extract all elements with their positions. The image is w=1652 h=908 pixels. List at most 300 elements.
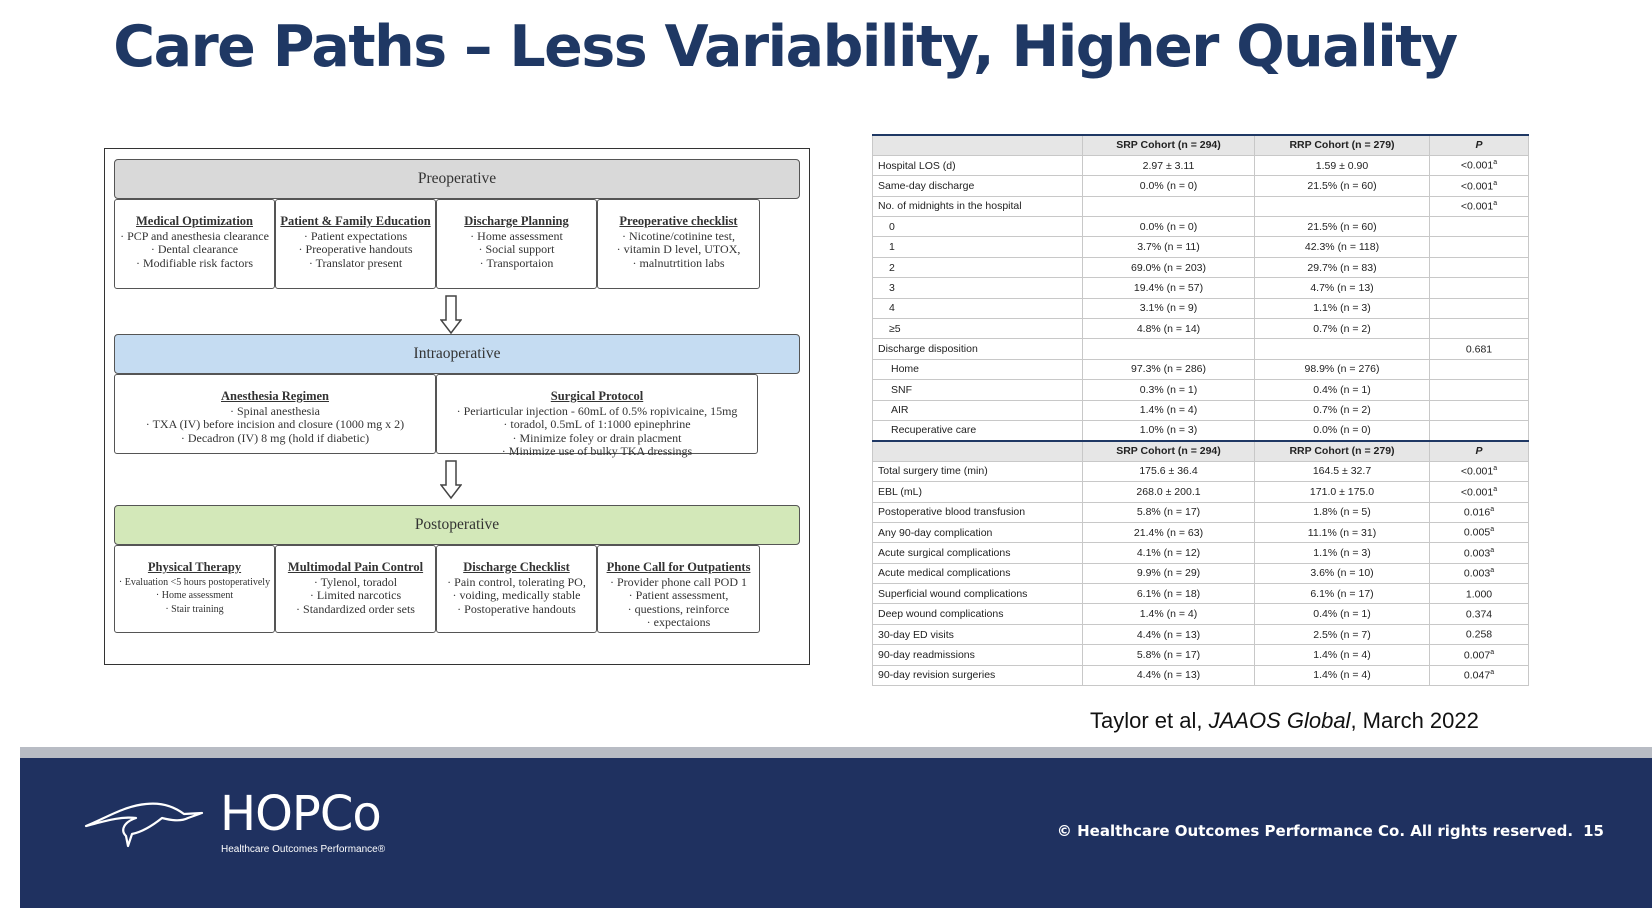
cell-label	[873, 278, 1083, 298]
cell-p-text: <0.001	[1460, 159, 1494, 172]
table-row	[873, 543, 1529, 563]
cell-rrp-text: 6.1% (n = 17)	[1310, 587, 1374, 600]
header-p: P	[1430, 441, 1529, 461]
cell-rrp-text: 1.4% (n = 4)	[1313, 669, 1371, 682]
cell-p	[1430, 543, 1529, 563]
postoperative-box-title: Multimodal Pain Control	[287, 560, 424, 574]
cell-label-text: No. of midnights in the hospital	[878, 200, 1022, 213]
postoperative-box-title: Physical Therapy	[147, 560, 242, 574]
cell-p	[1430, 502, 1529, 522]
cell-srp	[1083, 196, 1255, 216]
cell-srp-text: 3.7% (n = 11)	[1137, 241, 1200, 254]
postoperative-box	[275, 545, 436, 633]
cell-label-text: Recuperative care	[891, 424, 977, 437]
postoperative-box	[597, 545, 760, 633]
intraoperative-box	[114, 374, 436, 454]
intraoperative-box	[436, 374, 758, 458]
cell-p-text: <0.001	[1460, 200, 1494, 213]
cell-label-text: Home	[891, 363, 920, 376]
cell-srp-text: 2.97 ± 3.11	[1142, 159, 1195, 172]
cell-label	[873, 645, 1083, 665]
cell-label-text: 90-day readmissions	[878, 648, 975, 661]
table-row	[873, 319, 1529, 339]
footer	[20, 758, 1652, 908]
copyright-text: © Healthcare Outcomes Performance Co. All rights reserved.	[1056, 822, 1574, 840]
p-footnote-marker: a	[1493, 465, 1498, 473]
down-arrow-icon	[440, 295, 462, 335]
intraoperative-box-item: · Decadron (IV) 8 mg (hold if diabetic)	[115, 432, 435, 446]
preoperative-box-title: Discharge Planning	[464, 214, 569, 228]
preoperative-box	[275, 199, 436, 289]
cell-srp-text: 97.3% (n = 286)	[1130, 363, 1206, 376]
cell-srp-text: 4.1% (n = 12)	[1136, 547, 1201, 559]
preoperative-box-item: · Home assessment	[437, 230, 596, 244]
cell-srp	[1083, 563, 1255, 583]
cell-p	[1430, 237, 1529, 257]
cell-label	[873, 522, 1083, 542]
cell-rrp	[1255, 155, 1430, 175]
preoperative-box	[597, 199, 760, 289]
postoperative-box-item: · Tylenol, toradol	[276, 576, 435, 590]
cell-srp-text: 0.3% (n = 1)	[1139, 383, 1198, 396]
postoperative-box-item: · Postoperative handouts	[437, 603, 596, 617]
cell-label	[873, 257, 1083, 277]
cell-p	[1430, 380, 1529, 400]
cell-rrp-text: 3.6% (n = 10)	[1310, 567, 1374, 580]
cell-rrp	[1255, 319, 1430, 339]
header-p: P	[1430, 135, 1529, 155]
preoperative-box-title: Preoperative checklist	[619, 214, 738, 228]
cell-rrp	[1255, 461, 1430, 481]
cell-p-text: 0.007	[1463, 649, 1491, 662]
cell-rrp	[1255, 400, 1430, 420]
p-footnote-marker: a	[1493, 200, 1498, 208]
care-path-flowchart	[104, 148, 810, 665]
citation-date: , March 2022	[1350, 708, 1479, 733]
postoperative-box-title: Phone Call for Outpatients	[606, 560, 751, 574]
cell-p	[1430, 604, 1529, 624]
p-footnote-marker: a	[1490, 648, 1495, 656]
cell-p	[1430, 522, 1529, 542]
cell-srp-text: 4.4% (n = 13)	[1136, 669, 1201, 682]
cell-srp	[1083, 665, 1255, 685]
cell-p-text: 0.047	[1463, 669, 1491, 682]
cell-rrp	[1255, 359, 1430, 379]
cell-srp-text: 5.8% (n = 17)	[1136, 648, 1201, 661]
preoperative-row	[114, 199, 800, 289]
header-srp: SRP Cohort (n = 294)	[1083, 135, 1255, 155]
cell-srp-text: 6.1% (n = 18)	[1136, 587, 1201, 600]
cell-srp	[1083, 604, 1255, 624]
table-row	[873, 420, 1529, 440]
cell-p	[1430, 400, 1529, 420]
cell-rrp-text: 98.9% (n = 276)	[1304, 363, 1380, 376]
cell-p-text: 0.003	[1463, 567, 1491, 580]
preoperative-box	[114, 199, 275, 289]
cell-p	[1430, 624, 1529, 644]
cell-p	[1430, 584, 1529, 604]
cell-label-text: Total surgery time (min)	[878, 465, 988, 478]
cell-p-text: 0.005	[1463, 526, 1491, 539]
preoperative-box-item: · Modifiable risk factors	[115, 257, 274, 271]
cell-p	[1430, 217, 1529, 237]
cell-srp	[1083, 420, 1255, 440]
cell-label-text: Hospital LOS (d)	[878, 159, 956, 172]
table-row	[873, 522, 1529, 542]
cell-srp	[1083, 584, 1255, 604]
citation-authors: Taylor et al,	[1090, 708, 1209, 733]
cell-srp-text: 9.9% (n = 29)	[1136, 567, 1201, 580]
cell-rrp-text: 2.5% (n = 7)	[1313, 628, 1371, 641]
cell-rrp	[1255, 482, 1430, 502]
cell-p	[1430, 278, 1529, 298]
cell-srp	[1083, 359, 1255, 379]
cell-label	[873, 482, 1083, 502]
preoperative-box-item: · Transportaion	[437, 257, 596, 271]
table-row	[873, 298, 1529, 318]
cell-p	[1430, 176, 1529, 196]
cell-label	[873, 563, 1083, 583]
table-row	[873, 604, 1529, 624]
cell-srp-text: 21.4% (n = 63)	[1133, 526, 1204, 539]
citation	[1090, 708, 1479, 734]
cell-rrp-text: 171.0 ± 175.0	[1309, 485, 1375, 498]
outcomes-table	[872, 134, 1528, 686]
cell-label-text: SNF	[891, 383, 912, 396]
table-row	[873, 502, 1529, 522]
cell-label	[873, 217, 1083, 237]
cell-label	[873, 502, 1083, 522]
cell-label-text: Discharge disposition	[878, 343, 978, 356]
cell-label	[873, 665, 1083, 685]
table-row	[873, 400, 1529, 420]
cell-srp	[1083, 482, 1255, 502]
cell-rrp-text: 4.7% (n = 13)	[1310, 281, 1374, 294]
postoperative-box-item: · questions, reinforce	[598, 603, 759, 617]
cell-p-text: 0.016	[1463, 506, 1491, 519]
cell-srp-text: 1.4% (n = 4)	[1139, 404, 1198, 417]
postoperative-box-item: · Standardized order sets	[276, 603, 435, 617]
cell-p	[1430, 155, 1529, 175]
cell-label	[873, 380, 1083, 400]
cell-label	[873, 400, 1083, 420]
cell-label-text: ≥5	[889, 322, 901, 335]
cell-rrp-text: 1.59 ± 0.90	[1315, 159, 1369, 172]
cell-p	[1430, 645, 1529, 665]
postoperative-box-item: · Evaluation <5 hours postoperatively	[115, 576, 274, 590]
hopco-bird-logo-icon	[84, 796, 206, 848]
cell-srp	[1083, 278, 1255, 298]
postoperative-box-item: · Provider phone call POD 1	[598, 576, 759, 590]
header-srp: SRP Cohort (n = 294)	[1083, 441, 1255, 461]
cell-srp	[1083, 298, 1255, 318]
down-arrow-icon	[440, 460, 462, 500]
p-footnote-marker: a	[1490, 526, 1495, 534]
cell-label	[873, 624, 1083, 644]
cell-label-text: EBL (mL)	[878, 485, 922, 498]
p-footnote-marker: a	[1493, 485, 1498, 493]
postoperative-box-item: · Pain control, tolerating PO,	[437, 576, 596, 590]
preoperative-box-title: Patient & Family Education	[280, 214, 431, 228]
preoperative-box-item: · PCP and anesthesia clearance	[115, 230, 274, 244]
cell-label-text: Superficial wound complications	[878, 587, 1028, 600]
intraoperative-box-title: Anesthesia Regimen	[221, 389, 329, 403]
cell-p	[1430, 319, 1529, 339]
cell-srp-text: 1.4% (n = 4)	[1139, 608, 1198, 621]
cell-rrp-text: 21.5% (n = 60)	[1307, 220, 1377, 233]
table-header-row	[873, 135, 1529, 155]
cell-label-text: Same-day discharge	[878, 179, 975, 192]
cell-rrp	[1255, 257, 1430, 277]
citation-journal: JAAOS Global	[1208, 708, 1351, 733]
postoperative-box-item: · Limited narcotics	[276, 589, 435, 603]
cell-p-text: 0.681	[1465, 343, 1493, 356]
cell-p-text: 1.000	[1465, 588, 1493, 601]
cell-rrp-text: 11.1% (n = 31)	[1307, 526, 1377, 539]
cell-srp	[1083, 217, 1255, 237]
cell-rrp	[1255, 563, 1430, 583]
phase-preoperative: Preoperative	[114, 159, 800, 199]
cell-rrp	[1255, 176, 1430, 196]
p-footnote-marker: a	[1490, 567, 1495, 575]
postoperative-box-item: · Patient assessment,	[598, 589, 759, 603]
cell-label	[873, 420, 1083, 440]
cell-p	[1430, 359, 1529, 379]
cell-srp	[1083, 339, 1255, 359]
intraoperative-box-item: · toradol, 0.5mL of 1:1000 epinephrine	[437, 418, 757, 432]
cell-p	[1430, 461, 1529, 481]
postoperative-box-item: · Home assessment	[115, 589, 274, 603]
cell-p	[1430, 196, 1529, 216]
cell-srp-text: 3.1% (n = 9)	[1139, 302, 1198, 315]
cell-label-text: 0	[889, 220, 895, 233]
cell-p-text: <0.001	[1460, 180, 1494, 193]
table-row	[873, 563, 1529, 583]
cell-p	[1430, 482, 1529, 502]
cell-rrp-text: 1.4% (n = 4)	[1313, 648, 1371, 661]
intraoperative-box-item: · Spinal anesthesia	[115, 405, 435, 419]
cell-srp-text: 268.0 ± 200.1	[1136, 485, 1201, 498]
header-rrp: RRP Cohort (n = 279)	[1255, 135, 1430, 155]
cell-rrp	[1255, 502, 1430, 522]
cell-label-text: AIR	[891, 404, 909, 417]
cell-p-text: <0.001	[1460, 486, 1494, 499]
page-title: Care Paths – Less Variability, Higher Quality	[113, 14, 1457, 80]
preoperative-box-title: Medical Optimization	[136, 214, 253, 228]
postoperative-row	[114, 545, 800, 633]
p-footnote-marker: a	[1490, 669, 1495, 677]
cell-label	[873, 196, 1083, 216]
cell-label-text: Any 90-day complication	[878, 526, 993, 539]
preoperative-box-item: · malnutrtition labs	[598, 257, 759, 271]
postoperative-box-title: Discharge Checklist	[463, 560, 570, 574]
cell-label	[873, 359, 1083, 379]
cell-srp	[1083, 155, 1255, 175]
table-row	[873, 645, 1529, 665]
table-row	[873, 196, 1529, 216]
table-row	[873, 359, 1529, 379]
cell-rrp-text: 1.1% (n = 3)	[1313, 547, 1371, 559]
postoperative-box	[436, 545, 597, 633]
cell-label-text: 2	[889, 261, 895, 274]
cell-srp-text: 0.0% (n = 0)	[1139, 179, 1198, 192]
cell-p	[1430, 339, 1529, 359]
cell-p	[1430, 298, 1529, 318]
intraoperative-box-title: Surgical Protocol	[550, 389, 644, 403]
cell-rrp-text: 0.4% (n = 1)	[1313, 383, 1371, 396]
cell-label-text: 1	[889, 241, 895, 254]
cell-srp	[1083, 645, 1255, 665]
cell-rrp-text: 164.5 ± 32.7	[1312, 465, 1372, 478]
cell-label	[873, 237, 1083, 257]
cell-label	[873, 339, 1083, 359]
table-row	[873, 155, 1529, 175]
cell-srp	[1083, 624, 1255, 644]
p-footnote-marker: a	[1490, 546, 1495, 554]
cell-srp-text: 0.0% (n = 0)	[1139, 220, 1198, 233]
cell-label-text: 4	[889, 302, 895, 315]
preoperative-box-item: · Nicotine/cotinine test,	[598, 230, 759, 244]
cell-rrp	[1255, 298, 1430, 318]
cell-srp	[1083, 502, 1255, 522]
preoperative-box-item: · Translator present	[276, 257, 435, 271]
cell-label-text: Postoperative blood transfusion	[878, 506, 1026, 519]
preoperative-box-item: · Dental clearance	[115, 243, 274, 257]
table-row	[873, 217, 1529, 237]
p-footnote-marker: a	[1493, 159, 1498, 167]
cell-srp-text: 1.0% (n = 3)	[1139, 424, 1198, 437]
page-number: 15	[1583, 822, 1604, 840]
cell-label	[873, 319, 1083, 339]
p-footnote-marker: a	[1490, 505, 1495, 513]
cell-rrp	[1255, 624, 1430, 644]
preoperative-box-item: · Social support	[437, 243, 596, 257]
preoperative-box	[436, 199, 597, 289]
p-footnote-marker: a	[1493, 179, 1498, 187]
cell-p	[1430, 665, 1529, 685]
cell-rrp	[1255, 380, 1430, 400]
phase-intraoperative: Intraoperative	[114, 334, 800, 374]
cell-rrp	[1255, 339, 1430, 359]
cell-p	[1430, 563, 1529, 583]
cell-label-text: Acute medical complications	[878, 567, 1011, 580]
cell-srp-text: 4.8% (n = 14)	[1136, 322, 1201, 335]
cell-rrp	[1255, 196, 1430, 216]
intraoperative-box-item: · Periarticular injection - 60mL of 0.5% ropivicaine, 15mg	[437, 405, 757, 419]
cell-rrp	[1255, 645, 1430, 665]
header-rrp: RRP Cohort (n = 279)	[1255, 441, 1430, 461]
cell-srp	[1083, 319, 1255, 339]
cell-rrp-text: 0.0% (n = 0)	[1313, 424, 1371, 437]
cell-label-text: Acute surgical complications	[878, 547, 1011, 559]
cell-srp	[1083, 522, 1255, 542]
cell-srp-text: 19.4% (n = 57)	[1133, 281, 1204, 294]
table-header-row	[873, 441, 1529, 461]
cell-rrp-text: 0.7% (n = 2)	[1313, 322, 1371, 335]
header-label	[873, 135, 1083, 155]
intraoperative-row	[114, 374, 800, 458]
table-row	[873, 237, 1529, 257]
table-row	[873, 482, 1529, 502]
cell-srp	[1083, 257, 1255, 277]
cell-p-text: <0.001	[1460, 465, 1494, 478]
postoperative-box-item: · voiding, medically stable	[437, 589, 596, 603]
cell-srp-text: 69.0% (n = 203)	[1130, 261, 1206, 274]
cell-label	[873, 298, 1083, 318]
cell-srp	[1083, 176, 1255, 196]
postoperative-box-item: · Stair training	[115, 603, 274, 617]
cell-label	[873, 543, 1083, 563]
intraoperative-box-item: · TXA (IV) before incision and closure (1000 mg x 2)	[115, 418, 435, 432]
cell-rrp	[1255, 217, 1430, 237]
cell-p	[1430, 420, 1529, 440]
cell-srp	[1083, 400, 1255, 420]
copyright-notice	[1057, 822, 1604, 840]
cell-rrp	[1255, 665, 1430, 685]
hopco-logo-subtitle: Healthcare Outcomes Performance®	[221, 844, 386, 855]
table-row	[873, 257, 1529, 277]
intraoperative-box-item: · Minimize use of bulky TKA dressings	[437, 445, 757, 459]
preoperative-box-item: · vitamin D level, UTOX,	[598, 243, 759, 257]
table-row	[873, 665, 1529, 685]
cell-rrp-text: 29.7% (n = 83)	[1307, 261, 1377, 274]
table-row	[873, 380, 1529, 400]
cell-rrp-text: 42.3% (n = 118)	[1304, 241, 1380, 254]
cell-label	[873, 176, 1083, 196]
header-label	[873, 441, 1083, 461]
cell-label-text: 3	[889, 281, 895, 294]
table-row	[873, 624, 1529, 644]
phase-postoperative: Postoperative	[114, 505, 800, 545]
cell-rrp-text: 0.4% (n = 1)	[1313, 608, 1371, 621]
cell-srp-text: 5.8% (n = 17)	[1136, 506, 1201, 519]
footer-divider	[20, 747, 1652, 758]
cell-rrp	[1255, 237, 1430, 257]
cell-label-text: 30-day ED visits	[878, 628, 954, 641]
cell-p-text: 0.258	[1465, 628, 1493, 641]
cell-rrp-text: 1.1% (n = 3)	[1313, 302, 1371, 315]
hopco-logo-text: HOPCo	[220, 786, 381, 842]
cell-p	[1430, 257, 1529, 277]
cell-rrp	[1255, 543, 1430, 563]
cell-rrp	[1255, 604, 1430, 624]
cell-srp	[1083, 380, 1255, 400]
cell-rrp	[1255, 278, 1430, 298]
cell-srp	[1083, 543, 1255, 563]
preoperative-box-item: · Preoperative handouts	[276, 243, 435, 257]
cell-label	[873, 461, 1083, 481]
cell-label-text: 90-day revision surgeries	[878, 669, 996, 682]
cell-rrp-text: 1.8% (n = 5)	[1313, 506, 1371, 519]
cell-rrp	[1255, 584, 1430, 604]
postoperative-box-item: · expectaions	[598, 616, 759, 630]
cell-rrp	[1255, 522, 1430, 542]
postoperative-box	[114, 545, 275, 633]
table-row	[873, 461, 1529, 481]
table-row	[873, 176, 1529, 196]
cell-srp-text: 175.6 ± 36.4	[1139, 465, 1198, 478]
preoperative-box-item: · Patient expectations	[276, 230, 435, 244]
table-row	[873, 278, 1529, 298]
cell-label	[873, 584, 1083, 604]
table-row	[873, 339, 1529, 359]
cell-srp	[1083, 237, 1255, 257]
cell-label-text: Deep wound complications	[878, 608, 1004, 621]
cell-label	[873, 604, 1083, 624]
table-row	[873, 584, 1529, 604]
cell-srp-text: 4.4% (n = 13)	[1136, 628, 1201, 641]
cell-rrp	[1255, 420, 1430, 440]
